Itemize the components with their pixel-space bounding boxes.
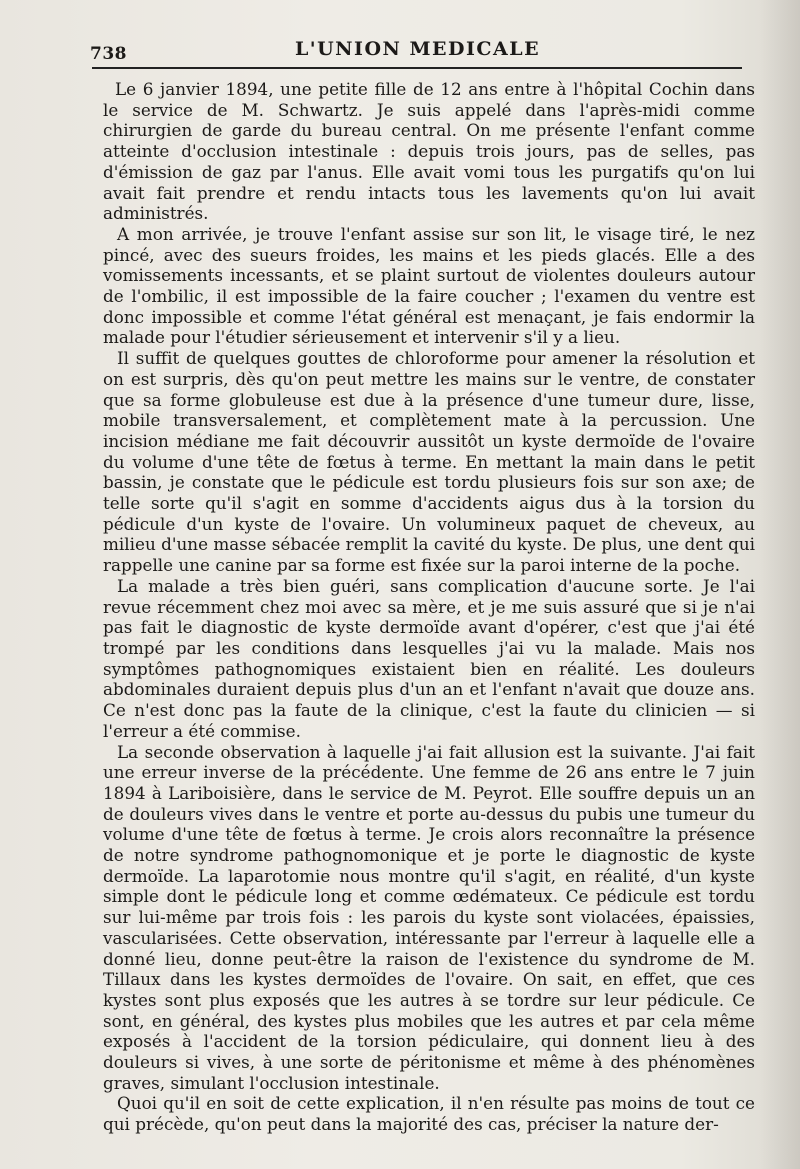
page-header [90,30,745,70]
paragraph-arrival: A mon arrivée, je trouve l'enfant assise sur son lit, le visage tiré, le nez pincé, avec des sueurs froides, les mains et les pieds glacés. Elle a des vomissements incessants, et se plaint surtout de violentes douleurs autour de l'ombilic, il est impossible de la faire coucher ; l'examen du ventre est donc impossible et comme l'état général est menaçant, je fais endormir la malade pour l'étudier sérieusement et intervenir s'il y a lieu. [103,223,755,348]
article-body [103,79,755,1135]
page-number: 738 [90,44,127,64]
running-title: L'UNION MEDICALE [294,38,541,60]
paragraph-case-one: Le 6 janvier 1894, une petite fille de 12 ans entre à l'hôpital Cochin dans le service de M. Schwartz. Je suis appelé dans l'après-midi comme chirurgien de garde du bureau central. On me présente l'enfant comme atteinte d'occlusion intestinale : depuis trois jours, pas de selles, pas d'émission de gaz par l'anus. Elle avait vomi tous les purgatifs qu'on lui avait fait prendre et rendu intacts tous les lavements qu'on lui avait administrés. [103,79,755,224]
paragraph-conclusion: Quoi qu'il en soit de cette explication, il n'en résulte pas moins de tout ce qui précède, qu'on peut dans la majorité des cas, préciser la nature der- [103,1093,755,1135]
paragraph-second-observation: La seconde observation à laquelle j'ai fait allusion est la suivante. J'ai fait une erreur inverse de la précédente. Une femme de 26 ans entre le 7 juin 1894 à Lariboisière, dans le service de M. Peyrot. Elle souffre depuis un an de douleurs vives dans le ventre et porte au-dessus du pubis une tumeur du volume d'une tête de fœtus à terme. Je crois alors reconnaître la présence de notre syndrome pathognomonique et je porte le diagnostic de kyste dermoïde. La laparotomie nous montre qu'il s'agit, en réalité, d'un kyste simple dont le pédicule long et comme œdémateux. Ce pédicule est tordu sur lui-même par trois fois : les parois du kyste sont violacées, épaissies, vascularisées. Cette observation, intéressante par l'erreur à laquelle elle a donné lieu, donne peut-être la raison de l'existence du syndrome de M. Tillaux dans les kystes dermoïdes de l'ovaire. On sait, en effet, que ces kystes sont plus exposés que les autres à se tordre sur leur pédicule. Ce sont, en général, des kystes plus mobiles que les autres et par cela même exposés à l'accident de la torsion pédiculaire, qui donnent lieu à des douleurs si vives, à une sorte de péritonisme et même à des phénomènes graves, simulant l'occlusion intestinale. [103,741,755,1093]
paragraph-operation: Il suffit de quelques gouttes de chloroforme pour amener la résolution et on est surpris, dès qu'on peut mettre les mains sur le ventre, de constater que sa forme globuleuse est due à la présence d'une tumeur dure, lisse, mobile transversalement, et complètement mate à la percussion. Une incision médiane me fait découvrir aussitôt un kyste dermoïde de l'ovaire du volume d'une tête de fœtus à terme. En mettant la main dans le petit bassin, je constate que le pédicule est tordu plusieurs fois sur son axe; de telle sorte qu'il s'agit en somme d'accidents aigus dus à la torsion du pédicule d'un kyste de l'ovaire. Un volumineux paquet de cheveux, au milieu d'une masse sébacée remplit la cavité du kyste. De plus, une dent qui rappelle une canine par sa forme est fixée sur la paroi interne de la poche. [103,348,755,576]
paragraph-recovery: La malade a très bien guéri, sans complication d'aucune sorte. Je l'ai revue récemment chez moi avec sa mère, et je me suis assuré que si je n'ai pas fait le diagnostic de kyste dermoïde avant d'opérer, c'est que j'ai été trompé par les conditions dans lesquelles j'ai vu la malade. Mais nos symptômes pathognomiques existaient bien en réalité. Les douleurs abdominales duraient depuis plus d'un an et l'enfant n'avait que douze ans. Ce n'est donc pas la faute de la clinique, c'est la faute du clinicien — si l'erreur a été commise. [103,575,755,741]
header-rule [92,67,742,69]
page-edge-shadow [760,0,800,1169]
